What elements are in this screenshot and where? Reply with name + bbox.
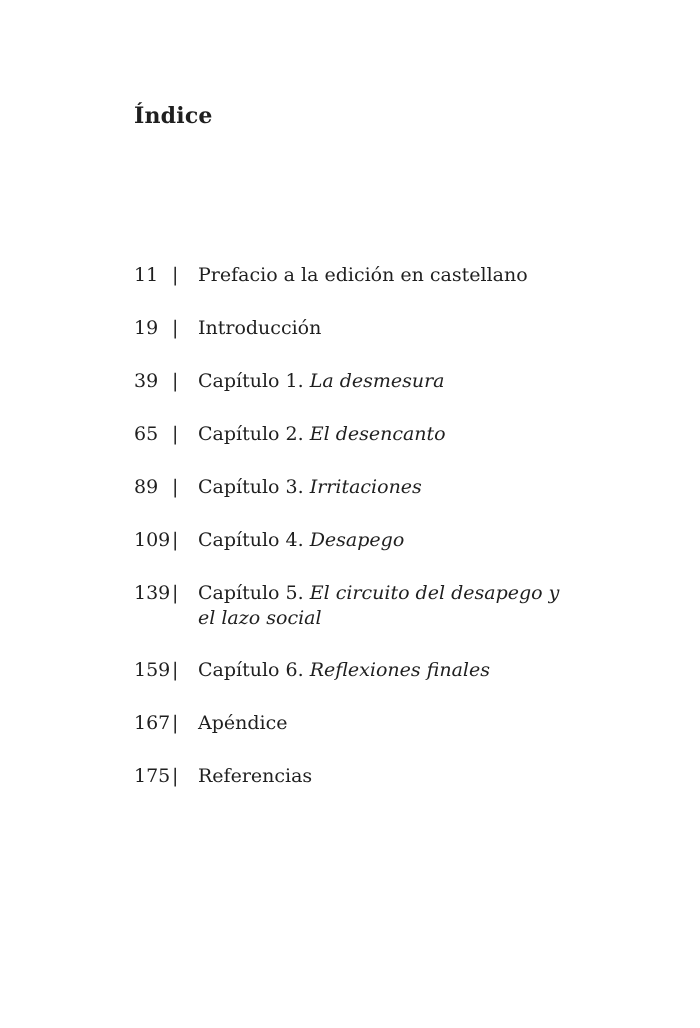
toc-entry-capitulo-6[interactable] bbox=[134, 658, 574, 683]
toc-separator: | bbox=[172, 659, 179, 681]
toc-entry-italic: Irritaciones bbox=[309, 476, 422, 498]
toc-page-number: 175 bbox=[134, 765, 171, 787]
toc-separator: | bbox=[172, 712, 179, 734]
toc-entry-title bbox=[198, 369, 574, 394]
toc-entry-title bbox=[198, 764, 574, 789]
toc-entry-capitulo-3[interactable] bbox=[134, 475, 574, 500]
toc-entry-prefix: Introducción bbox=[198, 317, 322, 339]
toc-entry-prefix: Capítulo 1. bbox=[198, 370, 310, 392]
toc-entry-prefix: Prefacio a la edición en castellano bbox=[198, 264, 528, 286]
toc-page-number: 65 bbox=[134, 423, 159, 445]
toc-entry-prefacio[interactable] bbox=[134, 263, 574, 288]
toc-page-number: 39 bbox=[134, 370, 159, 392]
toc-entry-title bbox=[198, 528, 574, 553]
toc-entry-title bbox=[198, 263, 574, 288]
toc-separator: | bbox=[172, 582, 179, 604]
toc-entry-apendice[interactable] bbox=[134, 711, 574, 736]
toc-page-number: 11 bbox=[134, 264, 159, 286]
toc-separator: | bbox=[172, 264, 179, 286]
toc-entry-prefix: Capítulo 4. bbox=[198, 529, 310, 551]
toc-separator: | bbox=[172, 529, 179, 551]
toc-entry-prefix: Capítulo 3. bbox=[198, 476, 310, 498]
toc-entry-title bbox=[198, 316, 574, 341]
toc-entry-title bbox=[198, 475, 574, 500]
toc-entry-capitulo-1[interactable] bbox=[134, 369, 574, 394]
toc-separator: | bbox=[172, 423, 179, 445]
toc-entry-capitulo-4[interactable] bbox=[134, 528, 574, 553]
toc-entry-italic: El circuito del desapego y el lazo social bbox=[198, 582, 560, 629]
toc-entry-title bbox=[198, 581, 574, 631]
toc-entry-capitulo-5[interactable] bbox=[134, 581, 574, 631]
toc-entry-prefix: Capítulo 2. bbox=[198, 423, 310, 445]
toc-entry-title bbox=[198, 711, 574, 736]
toc-entry-title bbox=[198, 658, 574, 683]
toc-entry-prefix: Referencias bbox=[198, 765, 313, 787]
toc-entry-italic: El desencanto bbox=[309, 423, 446, 445]
table-of-contents bbox=[134, 263, 574, 817]
toc-entry-italic: Desapego bbox=[309, 529, 405, 551]
toc-page-number: 89 bbox=[134, 476, 159, 498]
toc-separator: | bbox=[172, 476, 179, 498]
toc-entry-prefix: Capítulo 5. bbox=[198, 582, 310, 604]
toc-page-number: 159 bbox=[134, 659, 171, 681]
toc-entry-title bbox=[198, 422, 574, 447]
toc-entry-referencias[interactable] bbox=[134, 764, 574, 789]
toc-entry-capitulo-2[interactable] bbox=[134, 422, 574, 447]
toc-entry-italic: Reflexiones finales bbox=[309, 659, 490, 681]
toc-separator: | bbox=[172, 370, 179, 392]
toc-page-number: 139 bbox=[134, 582, 171, 604]
toc-separator: | bbox=[172, 765, 179, 787]
toc-entry-prefix: Apéndice bbox=[198, 712, 288, 734]
toc-page-number: 109 bbox=[134, 529, 171, 551]
toc-entry-introduccion[interactable] bbox=[134, 316, 574, 341]
toc-entry-italic: La desmesura bbox=[309, 370, 445, 392]
index-title: Índice bbox=[134, 103, 213, 129]
toc-page-number: 167 bbox=[134, 712, 171, 734]
toc-entry-prefix: Capítulo 6. bbox=[198, 659, 310, 681]
toc-separator: | bbox=[172, 317, 179, 339]
toc-page-number: 19 bbox=[134, 317, 159, 339]
